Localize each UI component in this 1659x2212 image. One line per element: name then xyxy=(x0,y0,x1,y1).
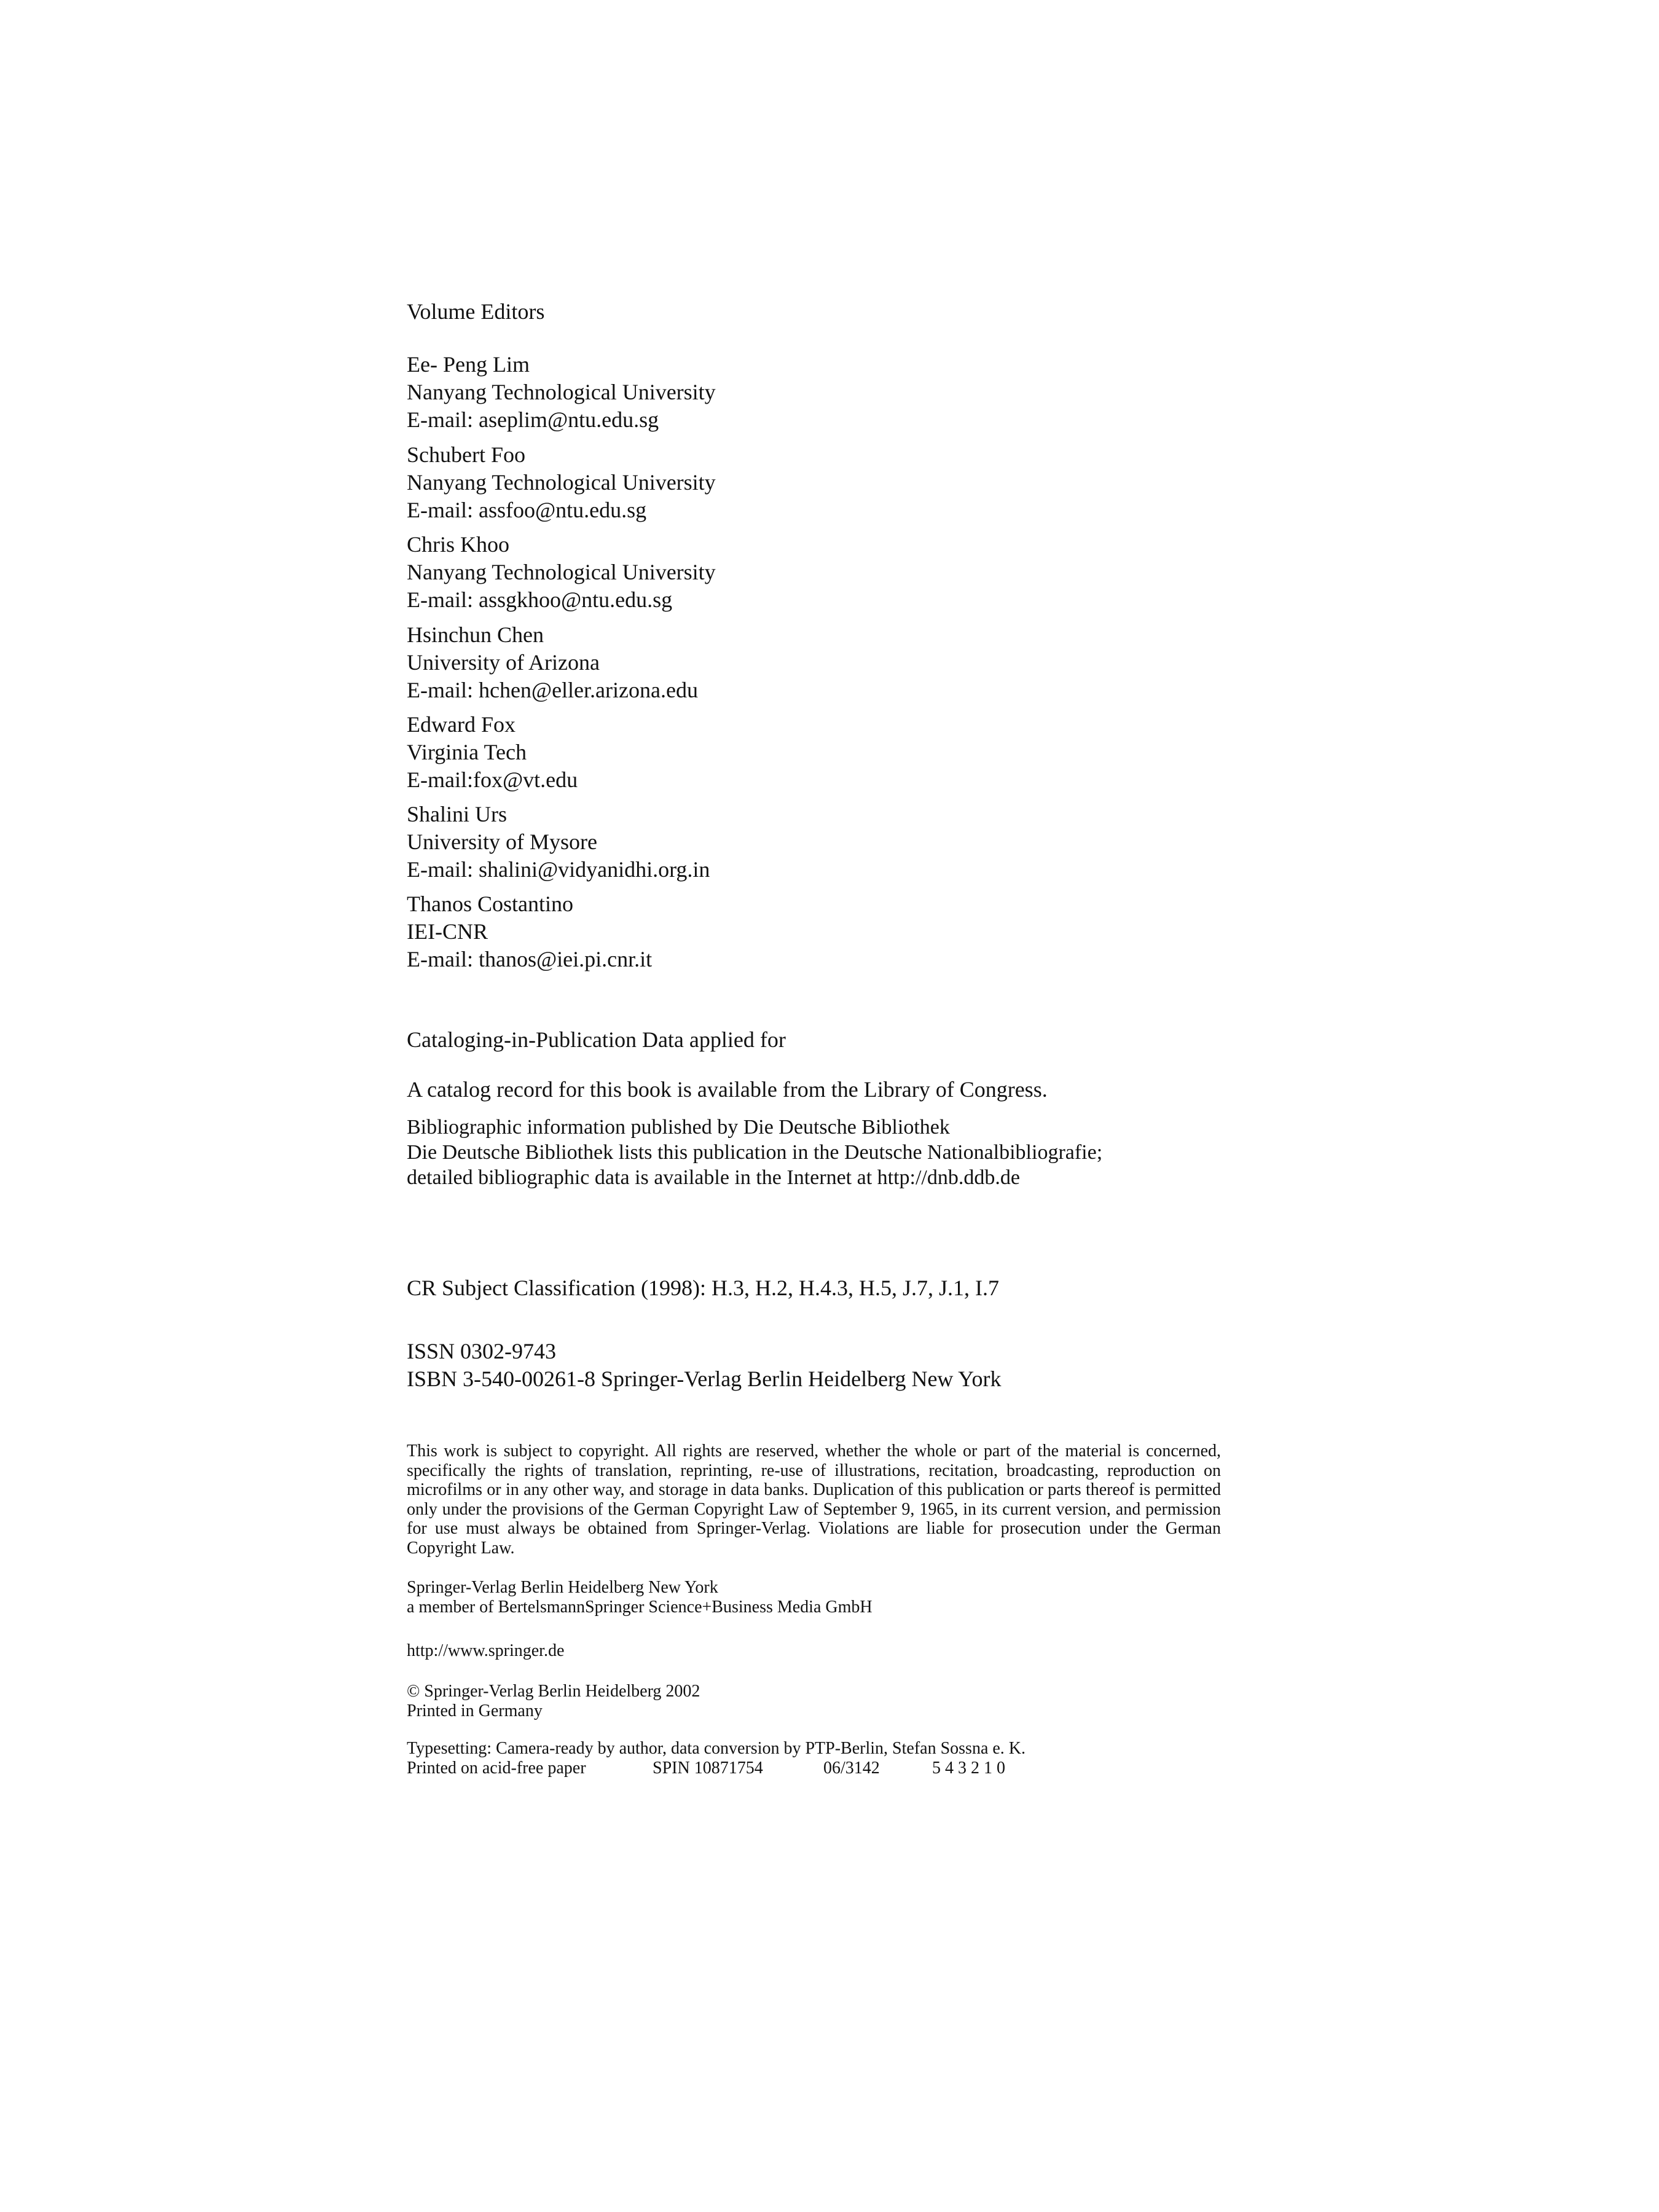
dnb-line: detailed bibliographic data is available in the Internet at http://dnb.ddb.de xyxy=(407,1166,1020,1189)
editor-email: E-mail: shalini@vidyanidhi.org.in xyxy=(407,857,710,882)
editor-name: Thanos Costantino xyxy=(407,892,573,916)
publisher-url: http://www.springer.de xyxy=(407,1641,565,1660)
editor-affiliation: Nanyang Technological University xyxy=(407,380,716,404)
print-info-row xyxy=(407,1759,1083,1778)
issn: ISSN 0302-9743 xyxy=(407,1339,557,1363)
editor-entry xyxy=(407,711,1390,794)
dnb-line: Die Deutsche Bibliothek lists this publication in the Deutsche Nationalbibliografie; xyxy=(407,1141,1103,1164)
printed-in: Printed in Germany xyxy=(407,1701,543,1720)
dnb-line: Bibliographic information published by Die Deutsche Bibliothek xyxy=(407,1116,950,1139)
cr-subject-classification: CR Subject Classification (1998): H.3, H.2, H.4.3, H.5, J.7, J.1, I.7 xyxy=(407,1276,999,1300)
editor-email: E-mail: thanos@iei.pi.cnr.it xyxy=(407,947,653,971)
editor-name: Ee- Peng Lim xyxy=(407,352,530,377)
publisher-line: a member of BertelsmannSpringer Science+Business Media GmbH xyxy=(407,1598,873,1617)
editor-email: E-mail:fox@vt.edu xyxy=(407,767,578,792)
copyright-line: © Springer-Verlag Berlin Heidelberg 2002 xyxy=(407,1682,700,1701)
volume-editors-heading-text: Volume Editors xyxy=(407,299,545,324)
editor-affiliation: IEI-CNR xyxy=(407,919,488,944)
editor-entry xyxy=(407,441,1390,524)
editor-entry xyxy=(407,801,1390,884)
loc-record: A catalog record for this book is available from the Library of Congress. xyxy=(407,1077,1048,1102)
editor-entry xyxy=(407,621,1390,704)
spin-number: SPIN 10871754 xyxy=(653,1759,763,1778)
editor-affiliation: University of Arizona xyxy=(407,650,600,675)
publisher-info xyxy=(407,1578,873,1617)
editor-email: E-mail: hchen@eller.arizona.edu xyxy=(407,678,698,702)
cip-title: Cataloging-in-Publication Data applied for xyxy=(407,1027,786,1052)
typesetting-line: Typesetting: Camera-ready by author, data conversion by PTP-Berlin, Stefan Sossna e. K. xyxy=(407,1739,1026,1758)
editor-email: E-mail: assfoo@ntu.edu.sg xyxy=(407,498,647,522)
isbn: ISBN 3-540-00261-8 Springer-Verlag Berlin Heidelberg New York xyxy=(407,1367,1002,1391)
publisher-line: Springer-Verlag Berlin Heidelberg New York xyxy=(407,1578,718,1597)
volume-editors-heading xyxy=(407,298,544,326)
editor-affiliation: Virginia Tech xyxy=(407,740,527,764)
editor-name: Schubert Foo xyxy=(407,442,525,467)
editor-affiliation: Nanyang Technological University xyxy=(407,560,716,584)
editor-name: Shalini Urs xyxy=(407,802,508,826)
editor-entry xyxy=(407,531,1390,614)
editor-name: Hsinchun Chen xyxy=(407,622,544,647)
print-run-numbers: 5 4 3 2 1 0 xyxy=(932,1759,1005,1778)
editor-email: E-mail: aseplim@ntu.edu.sg xyxy=(407,407,659,432)
print-code: 06/3142 xyxy=(823,1759,880,1778)
editor-name: Edward Fox xyxy=(407,712,516,737)
editor-email: E-mail: assgkhoo@ntu.edu.sg xyxy=(407,587,673,612)
editor-entry xyxy=(407,890,1390,973)
editor-affiliation: Nanyang Technological University xyxy=(407,470,716,495)
editor-name: Chris Khoo xyxy=(407,532,510,557)
dnb-info xyxy=(407,1115,1102,1190)
copyright-notice: This work is subject to copyright. All rights are reserved, whether the whole or part of the material is concerned, specifically the rights of translation, reprinting, re-use of illustrations, recitation, broadcasting, reproduction on microfilms or in any other way, and storage in data banks. Duplication of this publication or parts thereof is permitted only under the provisions of the German Copyright Law of September 9, 1965, in its current version, and permission for use must always be obtained from Springer-Verlag. Violations are liable for prosecution under the German Copyright Law. xyxy=(407,1441,1221,1558)
acid-free-paper: Printed on acid-free paper xyxy=(407,1759,586,1778)
copyright-info xyxy=(407,1682,700,1721)
editor-affiliation: University of Mysore xyxy=(407,830,597,854)
editor-entry xyxy=(407,351,1390,434)
